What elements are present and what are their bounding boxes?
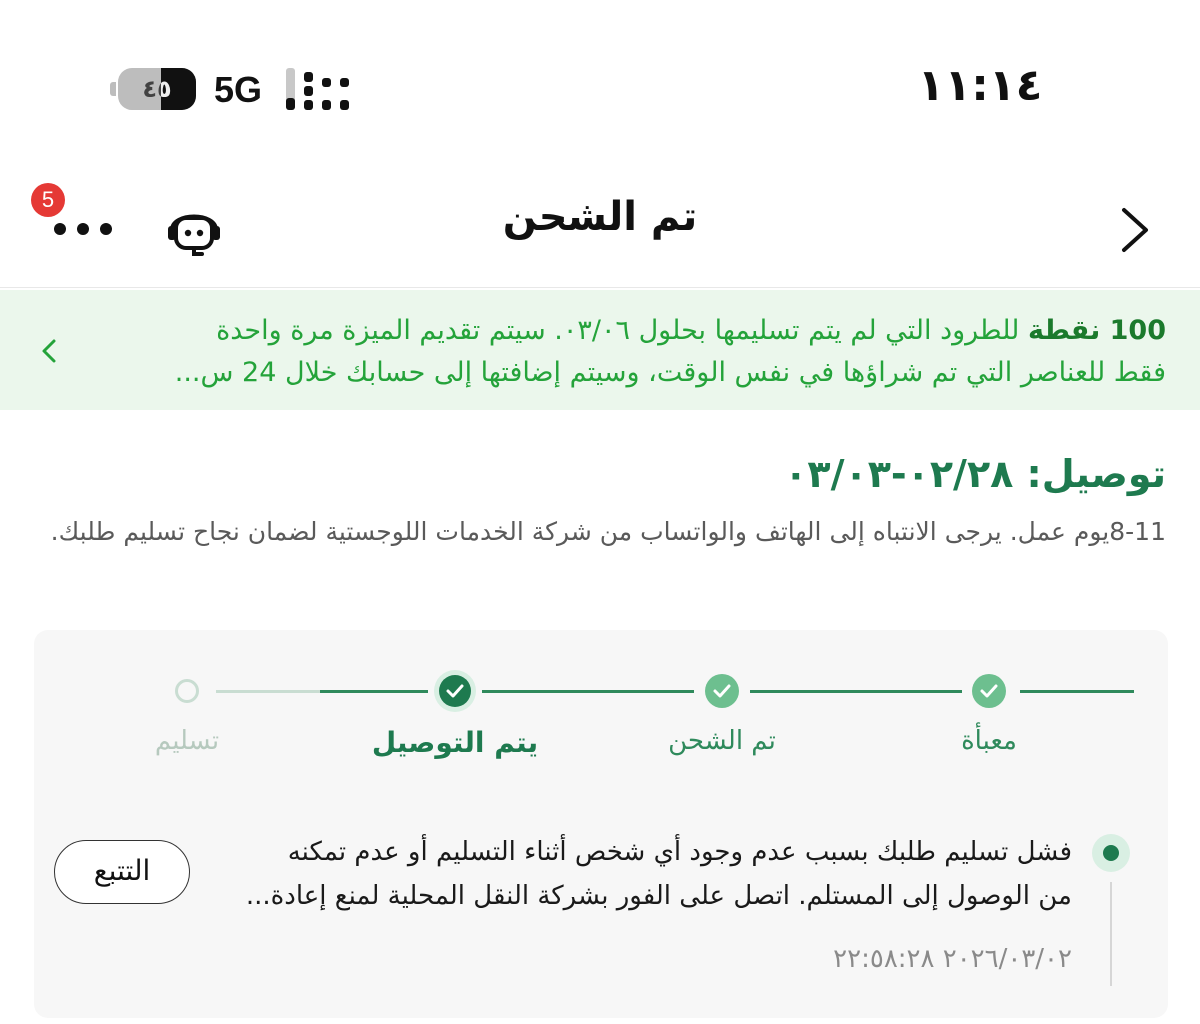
step-label-delivering: يتم التوصيل <box>371 726 539 759</box>
chevron-left-icon[interactable] <box>38 336 62 366</box>
status-bar <box>0 0 1200 150</box>
step-shipped-check-icon <box>705 674 739 708</box>
delivery-window-title: توصيل: ٠٢/٢٨-٠٣/٠٣ <box>784 452 1166 496</box>
tracking-event-text <box>212 830 1072 918</box>
notification-badge: 5 <box>31 183 65 217</box>
step-label-shipped: تم الشحن <box>668 726 776 756</box>
timeline-line <box>1110 882 1112 986</box>
back-button[interactable] <box>1108 202 1158 258</box>
step-label-packed: معبأة <box>961 726 1017 756</box>
signal-strength-icon <box>286 68 352 110</box>
step-delivered-pending-icon <box>175 679 199 703</box>
points-promo-banner[interactable] <box>0 290 1200 410</box>
network-type: 5G <box>214 69 263 110</box>
app-header <box>0 150 1200 288</box>
step-packed-check-icon <box>972 674 1006 708</box>
step-label-delivered: تسليم <box>154 726 220 756</box>
event-text-line-1: فشل تسليم طلبك بسبب عدم وجود أي شخص أثناء التسليم أو عدم تمكنه <box>287 837 1072 867</box>
promo-text <box>106 310 1166 394</box>
promo-line-2: فقط للعناصر التي تم شراؤها في نفس الوقت، وسيتم إضافتها إلى حسابك خلال 24 س... <box>174 357 1166 388</box>
delivery-note: 8-11يوم عمل. يرجى الانتباه إلى الهاتف والواتساب من شركة الخدمات اللوجستية لضمان نجاح تسليم طلبك. <box>50 517 1166 546</box>
promo-highlight: 100 نقطة <box>1027 315 1166 346</box>
battery-level-text: ٤٥ <box>142 75 172 103</box>
event-timestamp: ٢٠٢٦/٠٣/٠٢ ٢٢:٥٨:٢٨ <box>833 944 1072 974</box>
event-status-dot <box>1092 834 1130 872</box>
step-delivering-check-icon <box>434 670 476 712</box>
event-text-line-2: من الوصول إلى المستلم. اتصل على الفور بشركة النقل المحلية لمنع إعادة... <box>245 881 1072 911</box>
tracking-card <box>34 630 1168 1018</box>
track-button[interactable]: التتبع <box>54 840 190 904</box>
promo-line-1: للطرود التي لم يتم تسليمها بحلول ٠٣/٠٦. سيتم تقديم الميزة مرة واحدة <box>216 315 1020 346</box>
battery-icon <box>110 68 196 110</box>
chevron-right-icon <box>1108 202 1158 258</box>
page-title: تم الشحن <box>502 194 698 240</box>
status-clock: ١١:١٤ <box>917 60 1043 111</box>
